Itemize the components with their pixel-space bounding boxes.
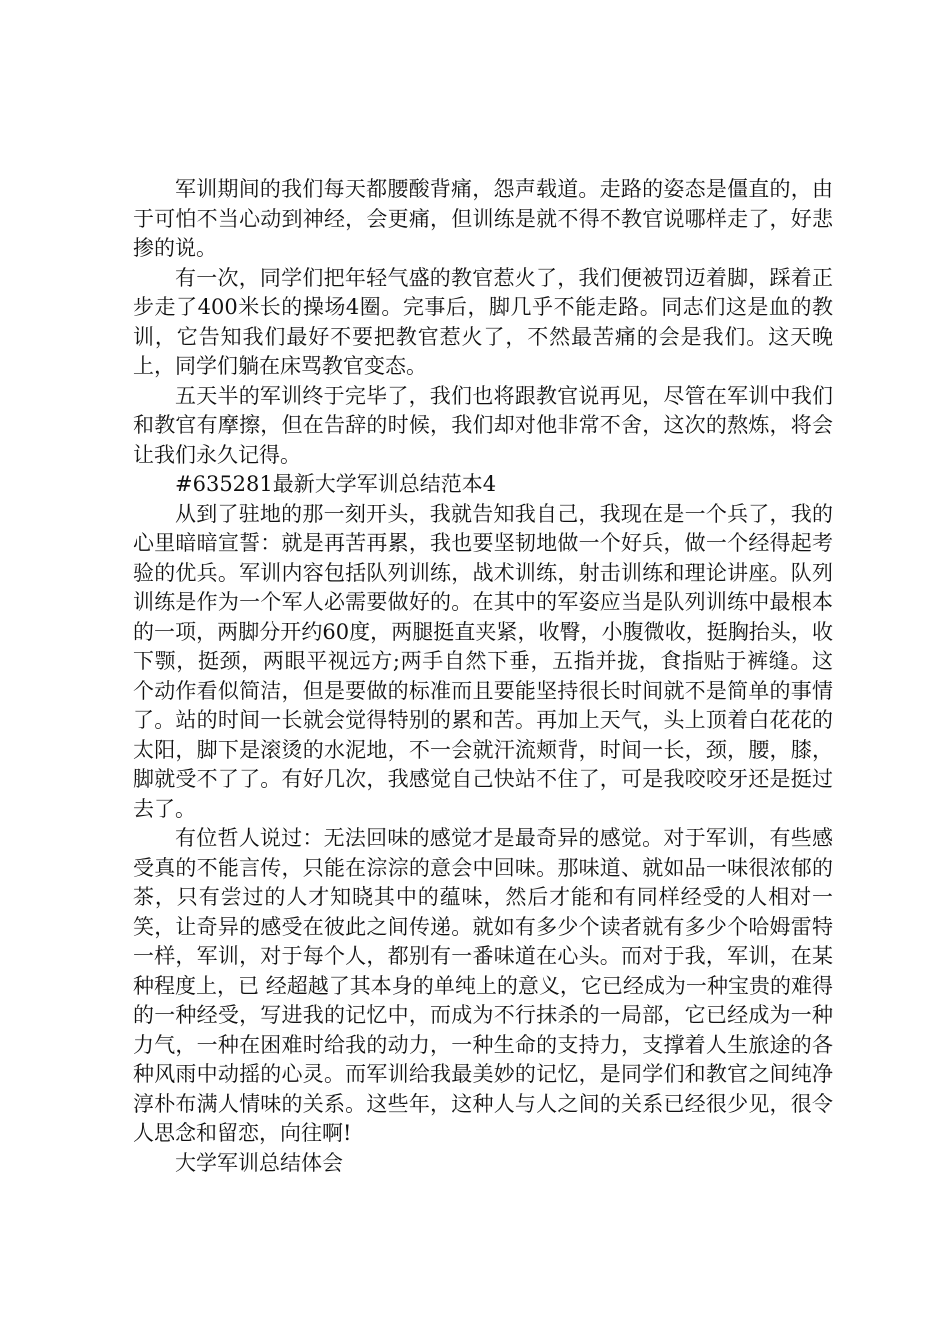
paragraph-farewell: 五天半的军训终于完毕了，我们也将跟教官说再见，尽管在军训中我们和教官有摩擦，但在告辞的时候，我们却对他非常不舍，这次的熬炼，将会让我们永久记得。: [133, 383, 833, 467]
paragraph-punishment: 有一次，同学们把年轻气盛的教官惹火了，我们便被罚迈着脚，踩着正步走了400米长的操场4圈。完事后，脚几乎不能走路。同志们这是血的教训，它告知我们最好不要把教官惹火了，不然最苦痛的会是我们。这天晚上，同学们躺在床骂教官变态。: [133, 265, 833, 378]
section-heading-sample-4: #635281最新大学军训总结范本4: [175, 472, 497, 496]
document-body: [133, 175, 833, 1178]
paragraph-drill-training: 从到了驻地的那一刻开头，我就告知我自己，我现在是一个兵了，我的心里暗暗宣誓：就是再苦再累，我也要坚韧地做一个好兵，做一个经得起考验的优兵。军训内容包括队列训练，战术训练，射击训练和理论讲座。队列训练是作为一个军人必需要做好的。在其中的军姿应当是队列训练中最根本的一项，两脚分开约60度，两腿挺直夹紧，收臀，小腹微收，挺胸抬头，收下颚，挺颈，两眼平视远方;两手自然下垂，五指并拢，食指贴于裤缝。这个动作看似简洁，但是要做的标准而且要能坚持很长时间就不是简单的事情了。站的时间一长就会觉得特别的累和苦。再加上天气，头上顶着白花花的太阳，脚下是滚烫的水泥地，不一会就汗流颊背，时间一长，颈，腰，膝，脚就受不了了。有好几次，我感觉自己快站不住了，可是我咬咬牙还是挺过去了。: [133, 501, 833, 821]
section-heading-summary: 大学军训总结体会: [175, 1150, 343, 1175]
paragraph-complaints: 军训期间的我们每天都腰酸背痛，怨声载道。走路的姿态是僵直的，由于可怕不当心动到神经，会更痛，但训练是就不得不教官说哪样走了，好悲掺的说。: [133, 177, 833, 260]
paragraph-reflection: 有位哲人说过：无法回味的感觉才是最奇异的感觉。对于军训，有些感受真的不能言传，只能在淙淙的意会中回味。那味道、就如品一味很浓郁的茶，只有尝过的人才知晓其中的蕴味，然后才能和有同样经受的人相对一笑，让奇异的感受在彼此之间传递。就如有多少个读者就有多少个哈姆雷特一样，军训，对于每个人，都别有一番味道在心头。而对于我，军训，在某种程度上，已 经超越了其本身的单纯上的意义，它已经成为一种宝贵的难得的一种经受，写进我的记忆中，而成为不行抹杀的一局部，它已经成为一种力气，一种在困难时给我的动力，一种生命的支持力，支撑着人生旅途的各种风雨中动摇的心灵。而军训给我最美妙的记忆，是同学们和教官之间纯净淳朴布满人情味的关系。这些年，这种人与人之间的关系已经很少见，很令人思念和留恋，向往啊!: [133, 826, 833, 1145]
